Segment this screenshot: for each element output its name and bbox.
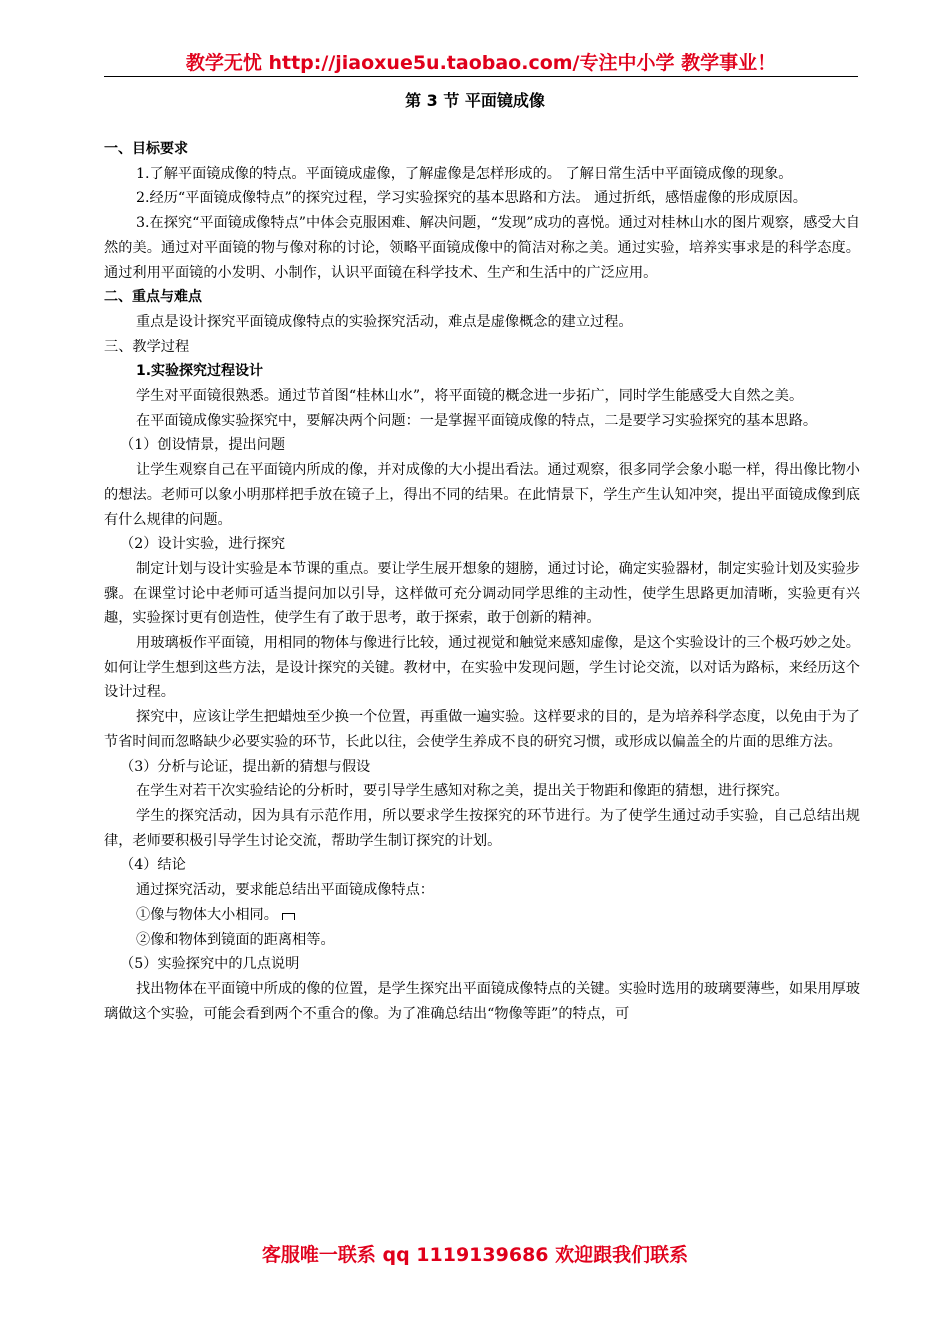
step-heading: （5）实验探究中的几点说明 [120, 956, 300, 973]
paragraph: 重点是设计探究平面镜成像特点的实验探究活动，难点是虚像概念的建立过程。 [136, 313, 633, 330]
paragraph: 在学生对若干次实验结论的分析时，要引导学生感知对称之美，提出关于物距和像距的猜想，进行探究。 [136, 783, 789, 800]
conclusion-item: ②像和物体到镜面的距离相等。 [136, 931, 335, 948]
paragraph: 学生的探究活动，因为具有示范作用，所以要求学生按探究的环节进行。为了使学生通过动手实验，自己总结出规律，老师要积极引导学生讨论交流，帮助学生制订探究的计划。 [104, 807, 860, 849]
conclusion-text: ①像与物体大小相同。 [136, 906, 278, 923]
header-banner: 教学无忧 http://jiaoxue5u.taobao.com/专注中小学 教学事业！ [185, 52, 777, 74]
paragraph: 探究中，应该让学生把蜡烛至少换一个位置，再重做一遍实验。这样要求的目的，是为培养科学态度，以免由于为了节省时间而忽略缺少必要实验的环节，长此以往，会使学生养成不良的研究习惯，或形成以偏盖全的片面的思维方法。 [104, 709, 860, 750]
paragraph: 1.了解平面镜成像的特点。平面镜成虚像，了解虚像是怎样形成的。 了解日常生活中平面镜成像的现象。 [136, 165, 793, 182]
step-heading: （1）创设情景，提出问题 [120, 437, 286, 454]
paragraph: 用玻璃板作平面镜，用相同的物体与像进行比较，通过视觉和触觉来感知虚像，是这个实验设计的三个极巧妙之处。如何让学生想到这些方法，是设计探究的关键。教材中，在实验中发现问题，学生讨论交流，以对话为路标，来经历这个设计过程。 [104, 635, 860, 701]
text-cursor-icon [282, 913, 295, 920]
header-divider [104, 76, 858, 77]
conclusion-item [104, 903, 860, 928]
section-heading: 二、重点与难点 [104, 289, 202, 306]
paragraph: 制定计划与设计实验是本节课的重点。要让学生展开想象的翅膀，通过讨论，确定实验器材，制定实验计划及实验步骤。在课堂讨论中老师可适当提问加以引导，这样做可充分调动同学思维的主动性，使学生思路更加清晰，实验更有兴趣，实验探讨更有创造性，使学生有了敢于思考，敢于探索，敢于创新的精神。 [104, 560, 860, 627]
paragraph: 让学生观察自己在平面镜内所成的像，并对成像的大小提出看法。通过观察，很多同学会象小聪一样，得出像比物小的想法。老师可以象小明那样把手放在镜子上，得出不同的结果。在此情景下，学生产生认知冲突，提出平面镜成像到底有什么规律的问题。 [104, 462, 860, 528]
footer-contact: 客服唯一联系 qq 1119139686 欢迎跟我们联系 [261, 1244, 689, 1266]
paragraph: 在平面镜成像实验探究中，要解决两个问题：一是掌握平面镜成像的特点，二是要学习实验探究的基本思路。 [136, 412, 818, 429]
step-heading: （3）分析与论证，提出新的猜想与假设 [120, 758, 371, 775]
subsection-heading: 1.实验探究过程设计 [136, 363, 264, 380]
step-heading: （4）结论 [120, 857, 186, 874]
paragraph: 通过探究活动，要求能总结出平面镜成像特点： [136, 882, 434, 899]
paragraph: 3.在探究“平面镜成像特点”中体会克服困难、解决问题，“发现”成功的喜悦。通过对桂林山水的图片观察，感受大自然的美。通过对平面镜的物与像对称的讨论，领略平面镜成像中的简洁对称之美。通过实验，培养实事求是的科学态度。 通过利用平面镜的小发明、小制作，认识平面镜在科学技术、生产和生活中的广泛应用。 [104, 215, 860, 281]
paragraph: 2.经历“平面镜成像特点”的探究过程，学习实验探究的基本思路和方法。 通过折纸，感悟虚像的形成原因。 [136, 190, 807, 207]
document-body [104, 137, 860, 1026]
section-heading: 一、目标要求 [104, 141, 188, 157]
page-title: 第 3 节 平面镜成像 [405, 91, 545, 110]
paragraph: 学生对平面镜很熟悉。通过节首图“桂林山水”，将平面镜的概念进一步拓广，同时学生能感受大自然之美。 [136, 388, 804, 405]
section-heading: 三、教学过程 [104, 338, 190, 355]
step-heading: （2）设计实验，进行探究 [120, 536, 286, 553]
paragraph: 找出物体在平面镜中所成的像的位置，是学生探究出平面镜成像特点的关键。实验时选用的玻璃要薄些，如果用厚玻璃做这个实验，可能会看到两个不重合的像。为了准确总结出“物像等距”的特点，可 [104, 980, 860, 1022]
